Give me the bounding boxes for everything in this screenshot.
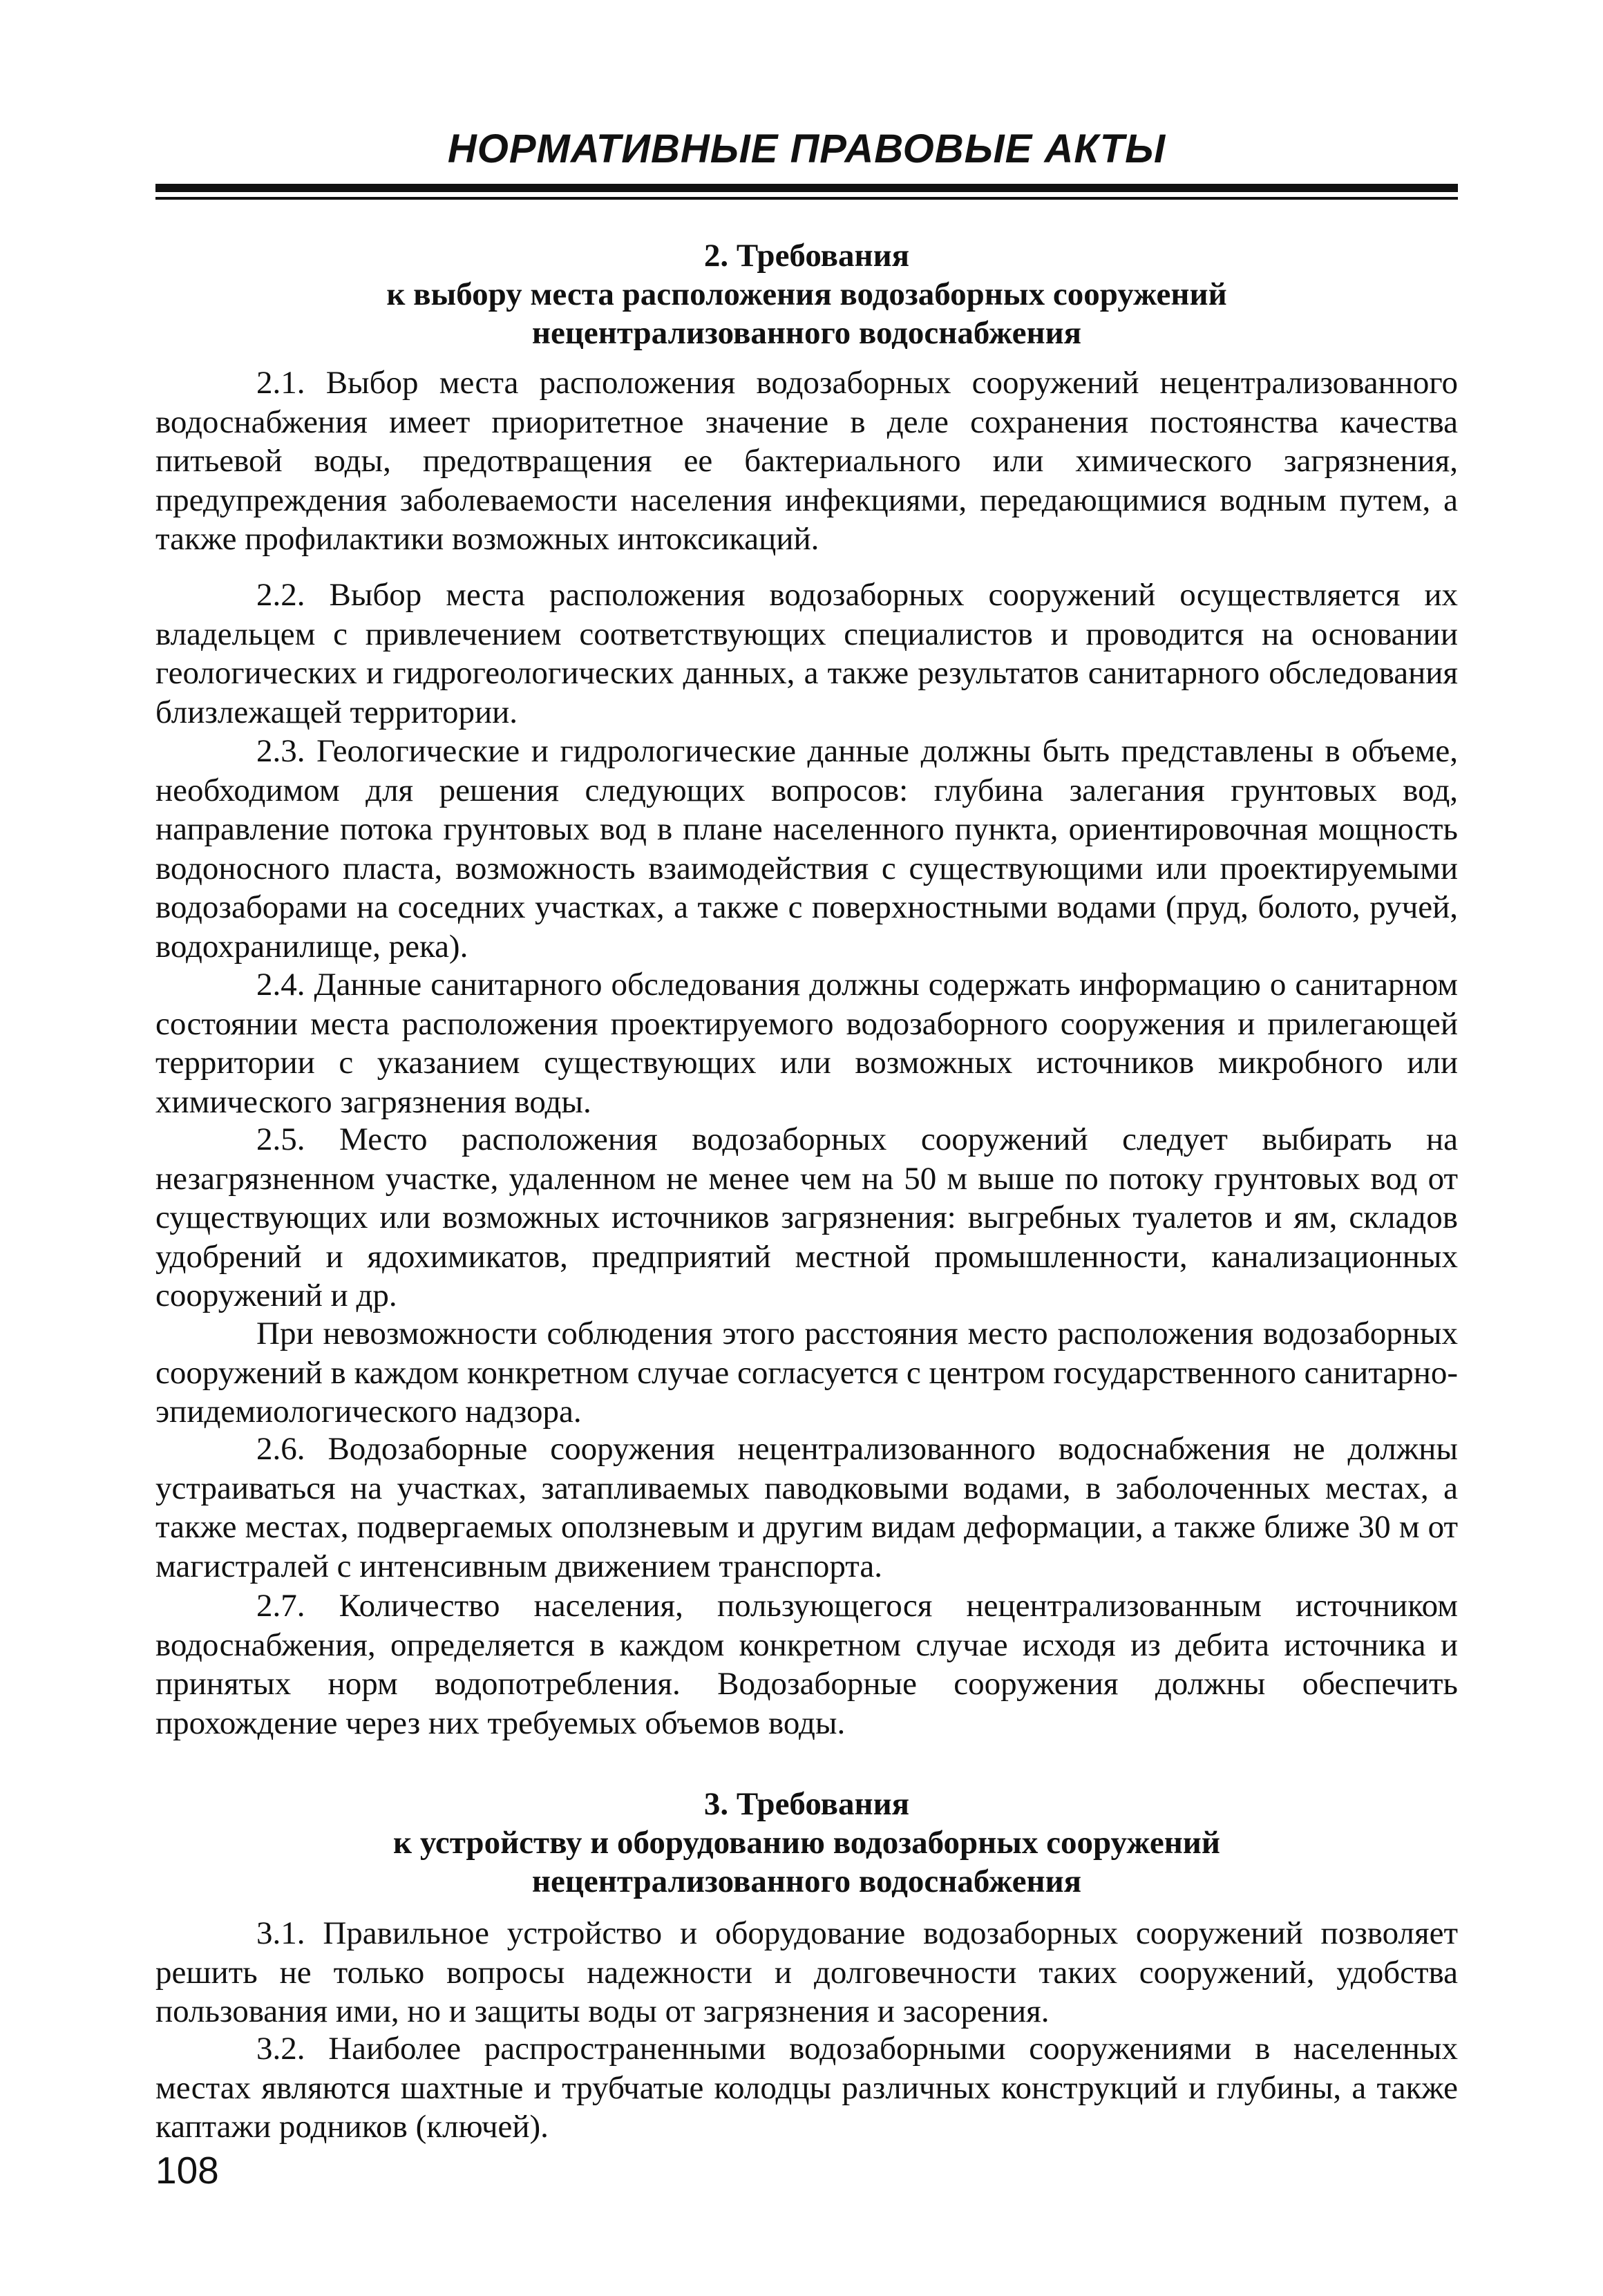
section-3-heading-line-2: к устройству и оборудованию водозаборных сооружений <box>393 1825 1220 1861</box>
paragraph-2-4: 2.4. Данные санитарного обследования должны содержать информацию о санитарном состоянии места расположения проектируемого водозаборного сооружения и прилегающей территории с указанием существующих или возможных источников микробного или химического загрязнения воды. <box>155 967 1458 1120</box>
paragraph-2-5-continued: При невозможности соблюдения этого расстояния место расположения водозаборных сооружений в каждом конкретном случае согласуется с центром государственного санитарно-эпидемиологического надзора. <box>155 1316 1458 1430</box>
paragraph-2-6: 2.6. Водозаборные сооружения нецентрализованного водоснабжения не должны устраиваться на участках, затапливаемых паводковыми водами, в заболоченных местах, а также местах, подвергаемых оползневым и другим видам деформации, а также ближе 30 м от магистралей с интенсивным движением транспорта. <box>155 1431 1458 1584</box>
paragraph-3-2: 3.2. Наиболее распространенными водозаборными сооружениями в населенных местах являются шахтные и трубчатые колодцы различных конструкций и глубины, а также каптажи родников (ключей). <box>155 2031 1458 2145</box>
paragraph-2-5: 2.5. Место расположения водозаборных сооружений следует выбирать на незагрязненном участке, удаленном не менее чем на 50 м выше по потоку грунтовых вод от существующих или возможных источников загрязнения: выгребных туалетов и ям, складов удобрений и ядохимикатов, предприятий местной промышленности, канализационных сооружений и др. <box>155 1121 1458 1313</box>
paragraph-2-2: 2.2. Выбор места расположения водозаборных сооружений осуществляется их владельцем с привлечением соответствующих специалистов и проводится на основании геологических и гидрогеологических данных, а также результатов санитарного обследования близлежащей территории. <box>155 577 1458 730</box>
paragraph-2-1: 2.1. Выбор места расположения водозаборных сооружений нецентрализованного водоснабжения имеет приоритетное значение в деле сохранения постоянства качества питьевой воды, предотвращения ее бактериального или химического загрязнения, предупреждения заболеваемости населения инфекциями, передающимися водным путем, а также профилактики возможных интоксикаций. <box>155 365 1458 557</box>
section-3-heading-line-3: нецентрализованного водоснабжения <box>531 1863 1082 1899</box>
section-3-heading-line-1: 3. Требования <box>703 1786 910 1822</box>
section-2-heading <box>155 236 1458 352</box>
paragraph-2-3: 2.3. Геологические и гидрологические данные должны быть представлены в объеме, необходимом для решения следующих вопросов: глубина залегания грунтовых вод, направление потока грунтовых вод в плане населенного пункта, ориентировочная мощность водоносного пласта, возможность взаимодействия с существующими или проектируемыми водозаборами на соседних участках, а также с поверхностными водами (пруд, болото, ручей, водохранилище, река). <box>155 733 1458 965</box>
header-rule-thick <box>155 184 1458 192</box>
paragraph-3-1: 3.1. Правильное устройство и оборудование водозаборных сооружений позволяет решить не только вопросы надежности и долговечности таких сооружений, удобства пользования ими, но и защиты воды от загрязнения и засорения. <box>155 1915 1458 2029</box>
running-header: НОРМАТИВНЫЕ ПРАВОВЫЕ АКТЫ <box>447 126 1166 171</box>
header-rule-thin <box>155 197 1458 200</box>
section-2-heading-line-1: 2. Требования <box>703 238 910 274</box>
section-2-heading-line-3: нецентрализованного водоснабжения <box>531 315 1082 351</box>
paragraph-2-7: 2.7. Количество населения, пользующегося нецентрализованным источником водоснабжения, определяется в каждом конкретном случае исходя из дебита источника и принятых норм водопотребления. Водозаборные сооружения должны обеспечить прохождение через них требуемых объемов воды. <box>155 1588 1458 1741</box>
section-2-heading-line-2: к выбору места расположения водозаборных сооружений <box>386 276 1227 312</box>
section-3-heading <box>155 1785 1458 1901</box>
page-number: 108 <box>155 2149 219 2192</box>
